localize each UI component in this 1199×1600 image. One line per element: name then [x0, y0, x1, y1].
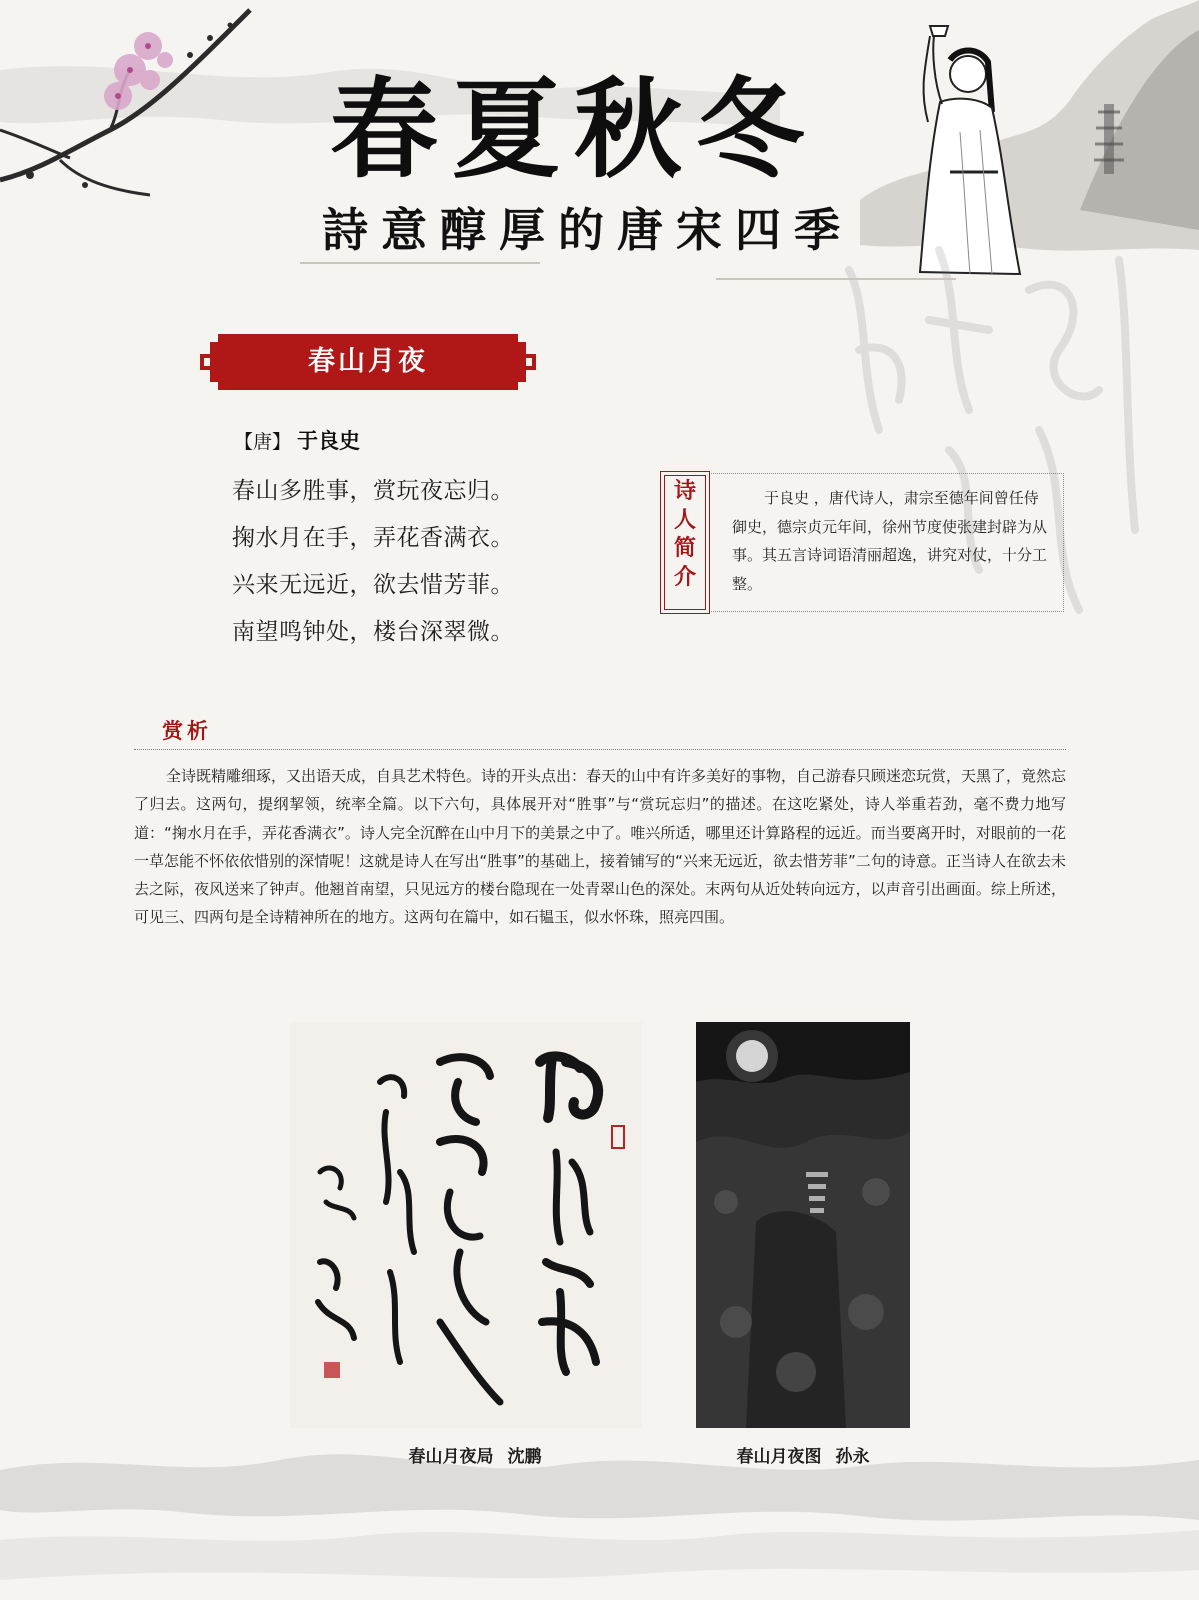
moonlit-mountain-painting-icon: [696, 1022, 910, 1428]
poem-author: 于良史: [297, 428, 361, 453]
subtitle-underline-left: [300, 262, 540, 264]
poem-line: 南望鸣钟处，楼台深翠微。: [232, 619, 514, 645]
poem-line: 兴来无远近，欲去惜芳菲。: [232, 572, 514, 598]
poet-intro-text: 于良史 ，唐代诗人，肃宗至德年间曾任侍御史，德宗贞元年间，徐州节度使张建封辟为从事。其五言诗词语清丽超逸，讲究对仗，十分工整。: [732, 489, 1048, 593]
poem-title: 春山月夜: [308, 346, 428, 377]
page-subtitle: 詩意醇厚的唐宋四季: [322, 203, 853, 257]
subtitle-underline-right: [716, 278, 956, 280]
poet-intro-label: 诗 人 简 介: [673, 479, 696, 590]
analysis-divider: [134, 749, 1066, 750]
page-title: 春夏秋冬: [330, 67, 819, 193]
calligraphy-artwork: [290, 1022, 642, 1428]
artwork-caption-1: 春山月夜局 沈鹏: [408, 1447, 542, 1467]
ink-mountain-mist-bottom: [0, 1410, 1199, 1600]
calligraphy-brushwork-icon: [290, 1022, 642, 1428]
analysis-text: 全诗既精雕细琢，又出语天成，自具艺术特色。诗的开头点出：春天的山中有许多美好的事物，自己游春只顾迷恋玩赏，天黑了，竟然忘了归去。这两句，提纲挈领，统率全篇。以下六句，具体展开对“胜事”与“赏玩忘归”的描述。在这吃紧处，诗人举重若劲，毫不费力地写道：“掬水月在手，弄花香满衣”。诗人完全沉醉在山中月下的美景之中了。唯兴所适，哪里还计算路程的远近。而当要离开时，对眼前的一花一草怎能不怀依依惜别的深情呢！这就是诗人在写出“胜事”的基础上，接着铺写的“兴来无远近，欲去惜芳菲”二句的诗意。正当诗人在欲去未去之际，夜风送来了钟声。他翘首南望，只见远方的楼台隐现在一处青翠山色的深处。末两句从近处转向远方，以声音引出画面。综上所述，可见三、四两句是全诗精神所在的地方。这两句在篇中，如石韫玉，似水怀珠，照亮四围。: [134, 767, 1067, 927]
artwork-caption-2: 春山月夜图 孙永: [736, 1447, 870, 1467]
poem-line: 春山多胜事，赏玩夜忘归。: [232, 478, 514, 504]
poem-author-line: [234, 426, 360, 456]
night-landscape-painting: [696, 1022, 910, 1428]
poem-dynasty: 【唐】: [234, 431, 292, 453]
analysis-heading: 赏析: [162, 719, 212, 743]
plum-blossom-branch-icon: [0, 0, 270, 220]
poem-line: 掬水月在手，弄花香满衣。: [232, 525, 514, 551]
poem-title-banner: [200, 334, 536, 390]
poem-body: [232, 468, 632, 656]
